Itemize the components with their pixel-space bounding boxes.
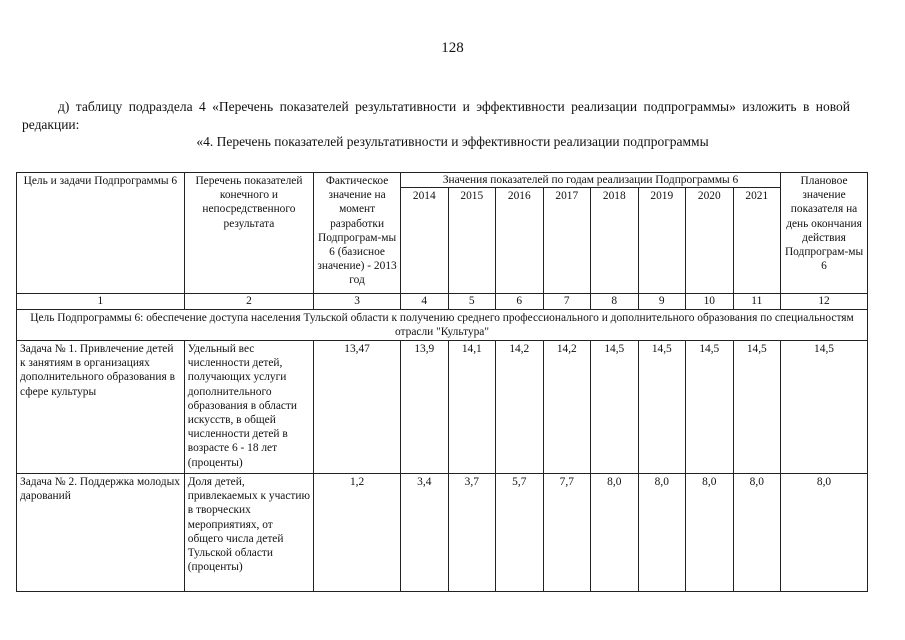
header-year: 2021 [733,188,781,294]
header-year: 2017 [543,188,591,294]
year-value-cell: 13,9 [401,341,449,474]
indicator-cell: Удельный вес численности детей, получающих услуги дополнительного образования в области искусств, в общей численности детей в возрасте 6 - 18 лет (проценты) [184,341,313,474]
column-number: 11 [733,294,781,310]
year-value-cell: 14,1 [448,341,496,474]
page-number: 128 [441,40,464,56]
header-year: 2018 [591,188,639,294]
year-value-cell: 14,5 [733,341,781,474]
header-year: 2015 [448,188,496,294]
year-value-cell: 7,7 [543,474,591,592]
header-base-value: Фактическое значение на момент разработки Подпрограм-мы 6 (базисное значение) - 2013 год [314,173,401,294]
header-year: 2019 [638,188,686,294]
table-heading: «4. Перечень показателей результативности и эффективности реализации подпрограммы [196,134,709,149]
header-indicators-list: Перечень показателей конечного и непосредственного результата [184,173,313,294]
column-number: 7 [543,294,591,310]
year-value-cell: 8,0 [591,474,639,592]
goal-text: Цель Подпрограммы 6: обеспечение доступа населения Тульской области к получению среднего профессионального и дополнительного образования по специальностям отрасли "Культура" [17,310,868,341]
year-value-cell: 8,0 [733,474,781,592]
task-cell: Задача № 2. Поддержка молодых дарований [17,474,185,592]
year-value-cell: 14,5 [686,341,734,474]
year-value-cell: 8,0 [638,474,686,592]
base-value-cell: 13,47 [314,341,401,474]
column-number: 3 [314,294,401,310]
header-year: 2016 [496,188,544,294]
year-value-cell: 14,2 [496,341,544,474]
year-value-cell: 14,2 [543,341,591,474]
year-value-cell: 14,5 [591,341,639,474]
year-value-cell: 8,0 [686,474,734,592]
table-row [17,474,868,592]
header-year: 2014 [401,188,449,294]
column-number: 12 [781,294,868,310]
task-cell: Задача № 1. Привлечение детей к занятиям в организациях дополнительного образования в сфере культуры [17,341,185,474]
header-year: 2020 [686,188,734,294]
column-number: 9 [638,294,686,310]
base-value-cell: 1,2 [314,474,401,592]
planned-value-cell: 14,5 [781,341,868,474]
goal-row [17,310,868,341]
header-planned-value: Плановое значение показателя на день окончания действия Подпрограм-мы 6 [781,173,868,294]
column-number: 2 [184,294,313,310]
header-goals-tasks: Цель и задачи Подпрограммы 6 [17,173,185,294]
planned-value-cell: 8,0 [781,474,868,592]
intro-paragraph: д) таблицу подраздела 4 «Перечень показателей результативности и эффективности реализации подпрограммы» изложить в новой редакции: [22,99,850,132]
column-number: 8 [591,294,639,310]
column-number: 5 [448,294,496,310]
column-number: 10 [686,294,734,310]
table-row [17,341,868,474]
indicator-cell: Доля детей, привлекаемых к участию в творческих мероприятиях, от общего числа детей Тульской области (проценты) [184,474,313,592]
column-numbers-row [17,294,868,310]
year-value-cell: 5,7 [496,474,544,592]
year-value-cell: 14,5 [638,341,686,474]
year-value-cell: 3,4 [401,474,449,592]
column-number: 4 [401,294,449,310]
column-number: 6 [496,294,544,310]
header-row [17,173,868,188]
header-years-group: Значения показателей по годам реализации Подпрограммы 6 [401,173,781,188]
year-value-cell: 3,7 [448,474,496,592]
indicators-table [16,172,868,592]
column-number: 1 [17,294,185,310]
